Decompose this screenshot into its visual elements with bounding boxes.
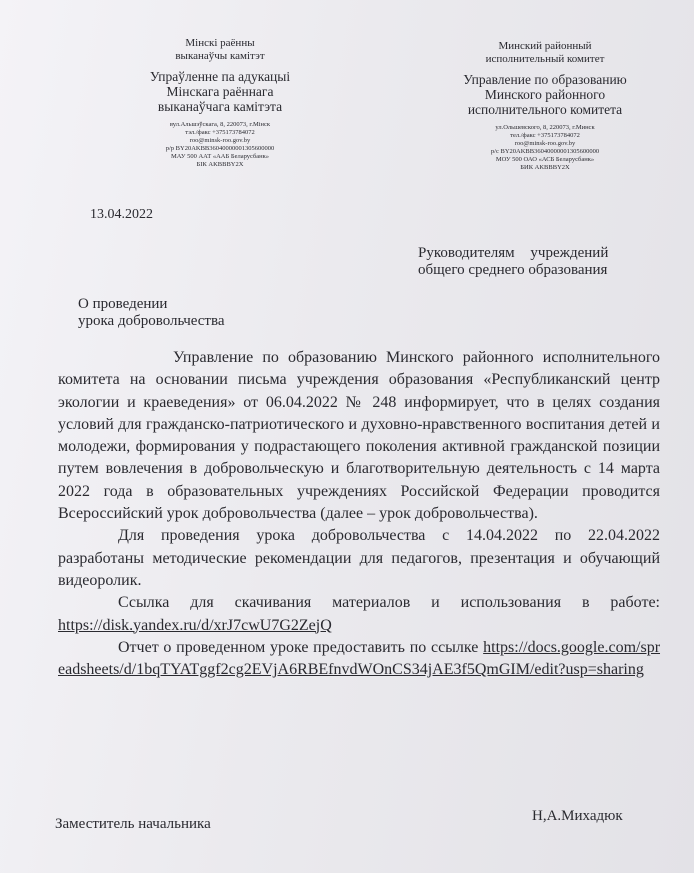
body-paragraph-materials: Для проведения урока добровольчества с 14.04.2022 по 22.04.2022 разработаны методические рекомендации для педагогов, презентация и обучающий видеоролик. bbox=[58, 527, 660, 589]
body-paragraph-report bbox=[58, 637, 660, 682]
download-text: Ссылка для скачивания материалов и использования в работе: bbox=[118, 594, 660, 612]
address: вул.Альшэўскага, 8, 220073, г.Мінск bbox=[169, 120, 271, 128]
yandex-disk-link[interactable]: https://disk.yandex.ru/d/xrJ7cwU7G2ZejQ bbox=[58, 616, 332, 634]
bank-bik: БІК AKBBBY2X bbox=[196, 161, 244, 169]
body-paragraph-download bbox=[58, 592, 660, 637]
addressee-line: общего среднего образования bbox=[418, 262, 608, 279]
email: roo@minsk-roo.gov.by bbox=[189, 137, 251, 145]
bank-bik: БИК AKBBBY2X bbox=[520, 164, 570, 172]
dept-line: исполнительного комитета bbox=[467, 101, 623, 117]
addressee-line: Руководителям учреждений bbox=[418, 245, 609, 261]
org-name-by bbox=[95, 37, 345, 62]
signatory-name: Н,А.Михадюк bbox=[532, 808, 623, 824]
org-line: выканаўчы камітэт bbox=[175, 49, 265, 62]
google-sheets-link[interactable]: https://docs.google.com/spreadsheets/d/1bqTYATggf2cg2EVjA6RBEfnvdWOnCS34jAE3f5QmGIM/edit?usp=sharing bbox=[58, 638, 661, 679]
subject-line: О проведении bbox=[78, 296, 168, 312]
dept-line: Мінскага раённага bbox=[166, 84, 274, 100]
dept-name-ru bbox=[415, 73, 675, 118]
bank-name: МАУ 500 ААТ «ААБ Беларусбанк» bbox=[170, 153, 270, 161]
contact-block-by bbox=[95, 121, 345, 170]
letter-date: 13.04.2022 bbox=[90, 207, 153, 222]
dept-line: Упраўленне па адукацыі bbox=[149, 69, 291, 85]
dept-line: выканаўчага камітэта bbox=[157, 98, 283, 114]
org-line: исполнительный комитет bbox=[485, 52, 605, 65]
dept-name-by bbox=[95, 70, 345, 115]
address: ул.Ольшевского, 8, 220073, г.Минск bbox=[495, 123, 595, 131]
org-line: Мінскі раённы bbox=[185, 37, 255, 49]
letter-body bbox=[58, 347, 660, 681]
letterhead-russian bbox=[415, 40, 675, 173]
subject-line: урока добровольчества bbox=[78, 313, 225, 330]
bank-name: МОУ 500 ОАО «АСБ Беларусбанк» bbox=[495, 156, 595, 164]
org-line: Минский районный bbox=[498, 40, 592, 52]
contact-block-ru bbox=[415, 124, 675, 173]
body-paragraph-info: Управление по образованию Минского районного исполнительного комитета на основании письма учреждения образования «Республиканский центр экологии и краеведения» от 06.04.2022 № 248 информирует, что в целях создания условий для гражданско-патриотического и духовно-нравственного воспитания детей и молодежи, формирования у подрастающего поколения активной гражданской позиции путем вовлечения в добровольческую и благотворительную деятельность с 14 марта 2022 года в образовательных учреждениях Российской Федерации проводится Всероссийский урок добровольчества (далее – урок добровольчества). bbox=[58, 349, 660, 523]
bank-account: р/с BY20AKBB36040000001305600000 bbox=[490, 148, 600, 156]
letter-subject bbox=[78, 296, 225, 331]
phone: тел./факс +375173784072 bbox=[510, 131, 580, 139]
dept-line: Минского районного bbox=[484, 87, 606, 103]
bank-account: р/р BY20AKBB36040000001305600000 bbox=[165, 145, 275, 153]
dept-line: Управление по образованию bbox=[463, 72, 627, 88]
addressee bbox=[418, 245, 608, 280]
letterhead-belarusian bbox=[95, 37, 345, 170]
email: roo@minsk-roo.gov.by bbox=[514, 140, 576, 148]
phone: тэл./факс +375173784072 bbox=[185, 128, 255, 136]
report-text: Отчет о проведенном уроке предоставить по ссылке bbox=[118, 638, 479, 656]
org-name-ru bbox=[415, 40, 675, 65]
signatory-title: Заместитель начальника bbox=[55, 816, 211, 832]
